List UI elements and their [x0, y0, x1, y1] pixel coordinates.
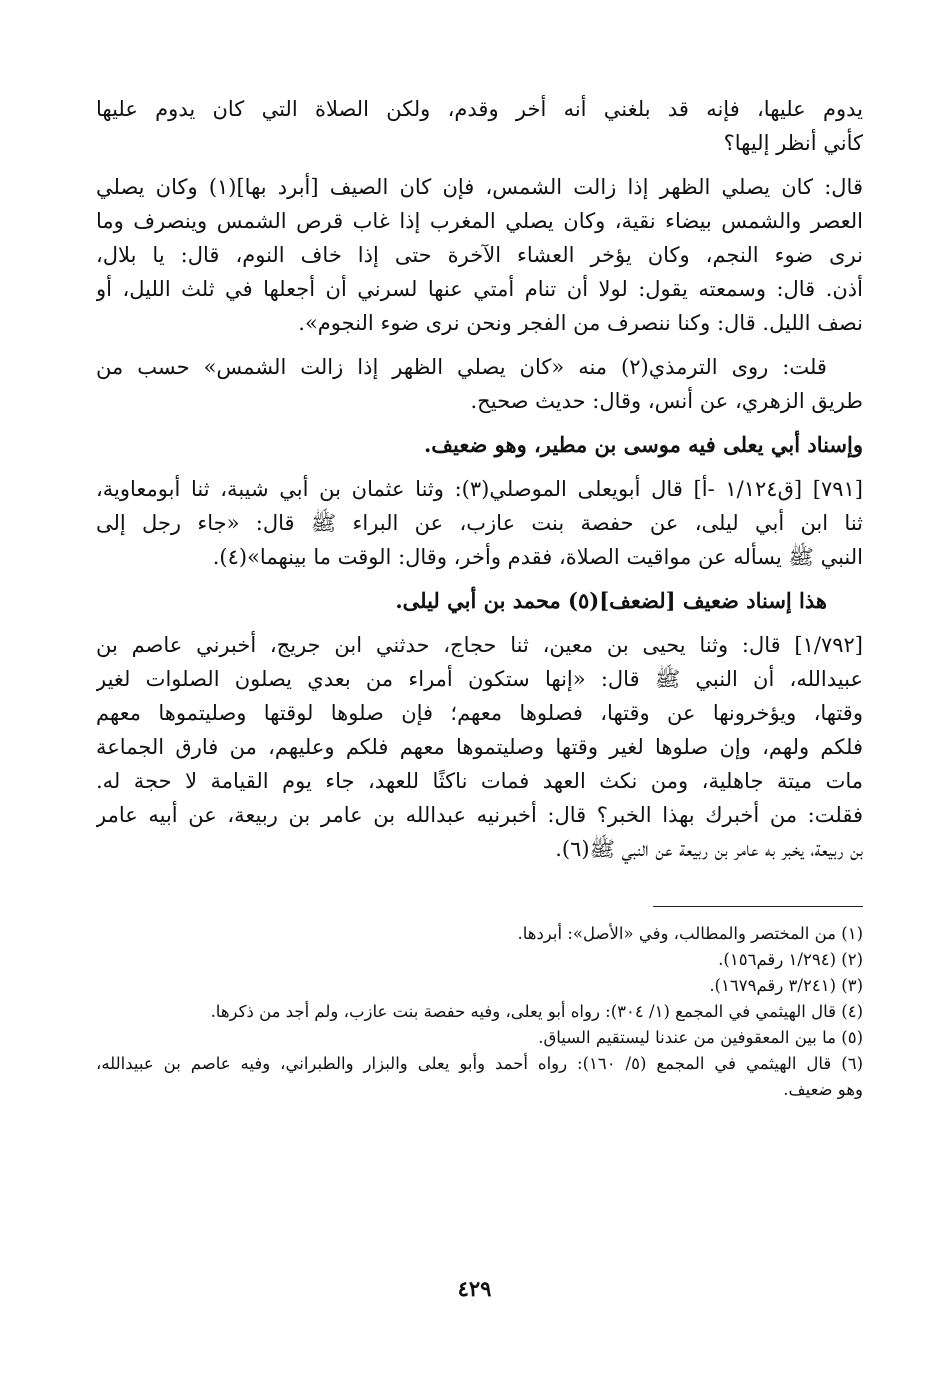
footnote: (٢) (١/٢٩٤ رقم١٥٦).	[718, 950, 863, 969]
text-line: عبيدالله، أن النبي ﷺ قال: «إنها ستكون أمراء من بعدي يصلون الصلوات لغير	[96, 667, 863, 691]
text-line: نرى ضوء النجم، وكان يؤخر العشاء الآخرة حتى إذا خاف النوم، قال: يا بلال،	[96, 243, 863, 267]
footnote: (٥) ما بين المعقوفين من عندنا ليستقيم السياق.	[538, 1028, 863, 1047]
text-line: النبي ﷺ يسأله عن مواقيت الصلاة، فقدم وأخر، وقال: الوقت ما بينهما»(٤).	[212, 545, 863, 569]
footnote: وهو ضعيف.	[783, 1080, 863, 1099]
paragraph-hadith-791	[96, 472, 863, 574]
footnote: (٣) (٣/٢٤١ رقم١٦٧٩).	[709, 976, 863, 995]
text-line: قلت: روى الترمذي(٢) منه «كان يصلي الظهر إذا زالت الشمس» حسب من	[96, 355, 827, 379]
footnotes	[96, 921, 863, 1103]
heading-line: هذا إسناد ضعيف [لضعف](٥) محمد بن أبي ليلى.	[395, 588, 827, 613]
text-line: قال: كان يصلي الظهر إذا زالت الشمس، فإن كان الصيف [أبرد بها](١) وكان يصلي	[96, 175, 863, 199]
isnad-note-2	[96, 584, 863, 618]
text-line: وقتها، ويؤخرونها عن وقتها، فصلوها معهم؛ فإن صلوها لوقتها وصليتموها معهم	[96, 701, 863, 725]
text-line: بن ربيعة، يخبر به عامر بن ربيعة عن النبي ﷺ(٦).	[555, 837, 863, 861]
footnote: (٤) قال الهيثمي في المجمع (١/ ٣٠٤): رواه أبو يعلى، وفيه حفصة بنت عازب، ولم أجد من ذكرها.	[210, 1002, 863, 1021]
heading-line: وإسناد أبي يعلى فيه موسى بن مطير، وهو ضعيف.	[423, 432, 863, 457]
text-line: كأني أنظر إليها؟	[723, 131, 863, 155]
text-line: العصر والشمس بيضاء نقية، وكان يصلي المغرب إذا غاب قرص الشمس وينصرف وما	[96, 209, 863, 233]
footnote-separator	[653, 906, 863, 907]
text-line: فلكم ولهم، وإن صلوها لغير وقتها وصليتموها معهم فلكم وعليهم، من فارق الجماعة	[96, 735, 863, 759]
paragraph-2	[96, 170, 863, 340]
text-line: فقلت: من أخبرك بهذا الخبر؟ قال: أخبرنيه عبدالله بن عامر بن ربيعة، عن أبيه عامر	[96, 803, 863, 827]
paragraph-3	[96, 350, 863, 418]
paragraph-hadith-792	[96, 628, 863, 866]
footnote: (١) من المختصر والمطالب، وفي «الأصل»: أبردها.	[517, 924, 863, 943]
text-line: يدوم عليها، فإنه قد بلغني أنه أخر وقدم، ولكن الصلاة التي كان يدوم عليها	[96, 97, 863, 121]
paragraph-1	[96, 92, 863, 160]
isnad-note-1	[96, 428, 863, 462]
text-line: أذن. قال: وسمعته يقول: لولا أن تنام أمتي عنها لسرني أن أجعلها في ثلث الليل، أو	[96, 277, 863, 301]
text-line: [١/٧٩٢] قال: وثنا يحيى بن معين، ثنا حجاج، حدثني ابن جريج، أخبرني عاصم بن	[96, 633, 863, 657]
text-line: طريق الزهري، عن أنس، وقال: حديث صحيح.	[470, 389, 863, 413]
text-line: [٧٩١] [ق١/١٢٤ -أ] قال أبويعلى الموصلي(٣): وثنا عثمان بن أبي شيبة، ثنا أبومعاوية،	[96, 477, 863, 501]
text-line: ثنا ابن أبي ليلى، عن حفصة بنت عازب، عن البراء ﷺ قال: «جاء رجل إلى	[96, 511, 863, 535]
page-number: ٤٢٩	[457, 1276, 492, 1301]
text-line: نصف الليل. قال: وكنا ننصرف من الفجر ونحن نرى ضوء النجوم».	[298, 311, 863, 335]
text-line: مات ميتة جاهلية، ومن نكث العهد فمات ناكثًا للعهد، جاء يوم القيامة لا حجة له.	[96, 769, 863, 793]
footnote: (٦) قال الهيثمي في المجمع (٥/ ١٦٠): رواه أحمد وأبو يعلى والبزار والطبراني، وفيه عاصم بن عبيدالله،	[96, 1054, 863, 1073]
